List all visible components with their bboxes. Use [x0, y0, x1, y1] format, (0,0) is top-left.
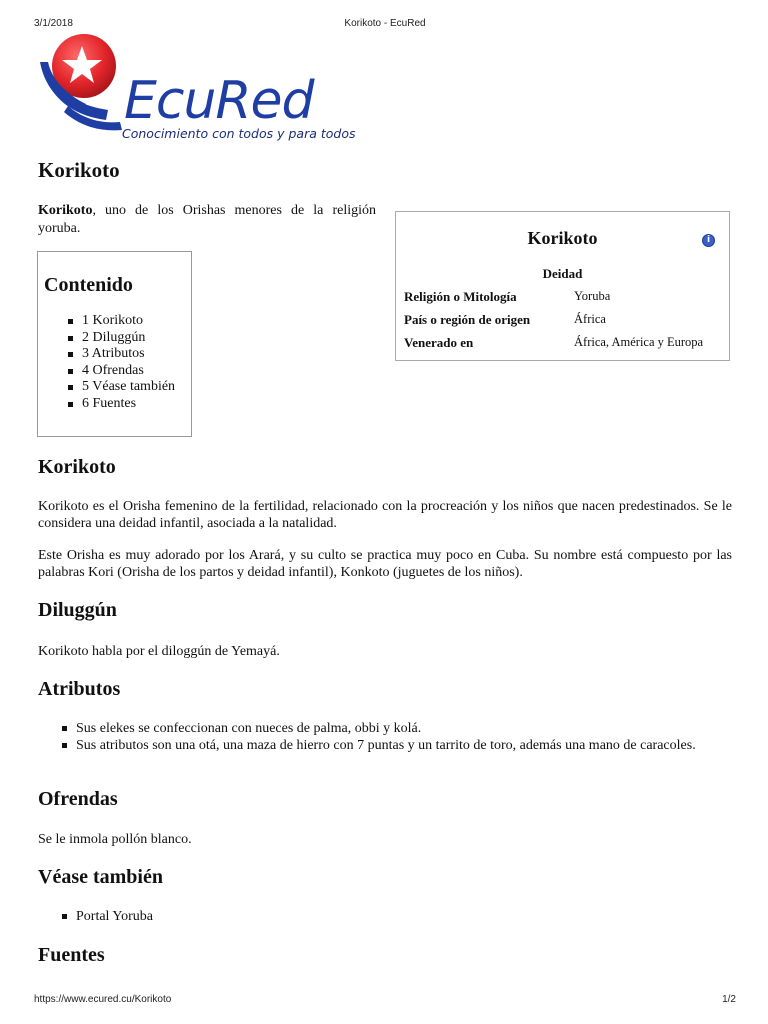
lead-text: , uno de los Orishas menores de la religión yoruba.: [38, 203, 376, 236]
logo-tagline: Conocimiento con todos y para todos: [122, 126, 356, 141]
logo-wordmark: EcuRed: [124, 71, 314, 131]
infobox: [395, 211, 730, 361]
infobox-value: Yoruba: [574, 289, 611, 303]
infobox-key: País o región de origen: [404, 312, 531, 327]
korikoto-paragraph-1: Korikoto es el Orisha femenino de la fertilidad, relacionado con la procreación y los niños que nacen predestinados. Se le considera una deidad infantil, asociada a la natalidad.: [38, 499, 732, 531]
toc-item-korikoto[interactable]: 1 Korikoto: [68, 313, 191, 330]
infobox-title: Korikoto: [527, 228, 598, 248]
print-title: Korikoto - EcuRed: [344, 18, 426, 29]
toc-list: [44, 313, 191, 412]
infobox-row: [404, 335, 721, 355]
section-heading-vease-tambien: Véase también: [38, 866, 163, 888]
ecured-logo[interactable]: [36, 32, 356, 146]
table-of-contents: [37, 251, 192, 437]
infobox-value[interactable]: África, América y Europa: [574, 335, 704, 349]
page-title: Korikoto: [38, 158, 120, 182]
infobox-row: [404, 312, 721, 332]
print-page-number: 1/2: [722, 994, 736, 1005]
section-heading-atributos: Atributos: [38, 678, 121, 700]
toc-item-vease-tambien[interactable]: 5 Véase también: [68, 379, 191, 396]
lead-bold-term: Korikoto: [38, 203, 93, 218]
vease-list: [62, 908, 732, 925]
list-item: Sus elekes se confeccionan con nueces de palma, obbi y kolá.: [62, 720, 732, 737]
section-heading-diluggun: Diluggún: [38, 599, 117, 621]
print-header: [34, 18, 736, 32]
infobox-value[interactable]: África: [574, 312, 606, 326]
infobox-row: [404, 289, 721, 309]
toc-item-ofrendas[interactable]: 4 Ofrendas: [68, 363, 191, 380]
ofrendas-paragraph: Se le inmola pollón blanco.: [38, 832, 192, 847]
toc-item-fuentes[interactable]: 6 Fuentes: [68, 396, 191, 413]
portal-yoruba-link[interactable]: Portal Yoruba: [62, 908, 732, 925]
info-icon[interactable]: i: [702, 234, 715, 247]
print-url: https://www.ecured.cu/Korikoto: [34, 994, 172, 1005]
list-item: Sus atributos son una otá, una maza de hierro con 7 puntas y un tarrito de toro, además una mano de caracoles.: [62, 737, 732, 754]
diluggun-paragraph: Korikoto habla por el diloggún de Yemayá.: [38, 644, 280, 659]
toc-item-diluggun[interactable]: 2 Diluggún: [68, 330, 191, 347]
print-date: 3/1/2018: [34, 18, 73, 29]
lead-paragraph: [38, 202, 376, 238]
infobox-key: Religión o Mitología: [404, 289, 517, 304]
toc-item-atributos[interactable]: 3 Atributos: [68, 346, 191, 363]
section-heading-ofrendas: Ofrendas: [38, 788, 118, 810]
print-footer: [34, 994, 736, 1008]
infobox-subtitle: Deidad: [542, 266, 583, 281]
atributos-list: [62, 720, 732, 754]
infobox-key: Venerado en: [404, 335, 474, 350]
section-heading-korikoto: Korikoto: [38, 456, 116, 478]
toc-heading: Contenido: [44, 274, 133, 296]
section-heading-fuentes: Fuentes: [38, 944, 105, 966]
korikoto-paragraph-2: Este Orisha es muy adorado por los Arará, y su culto se practica muy poco en Cuba. Su nombre está compuesto por las palabras Kori (Orisha de los partos y deidad infantil), Konkoto (juguetes de los niños).: [38, 548, 732, 580]
